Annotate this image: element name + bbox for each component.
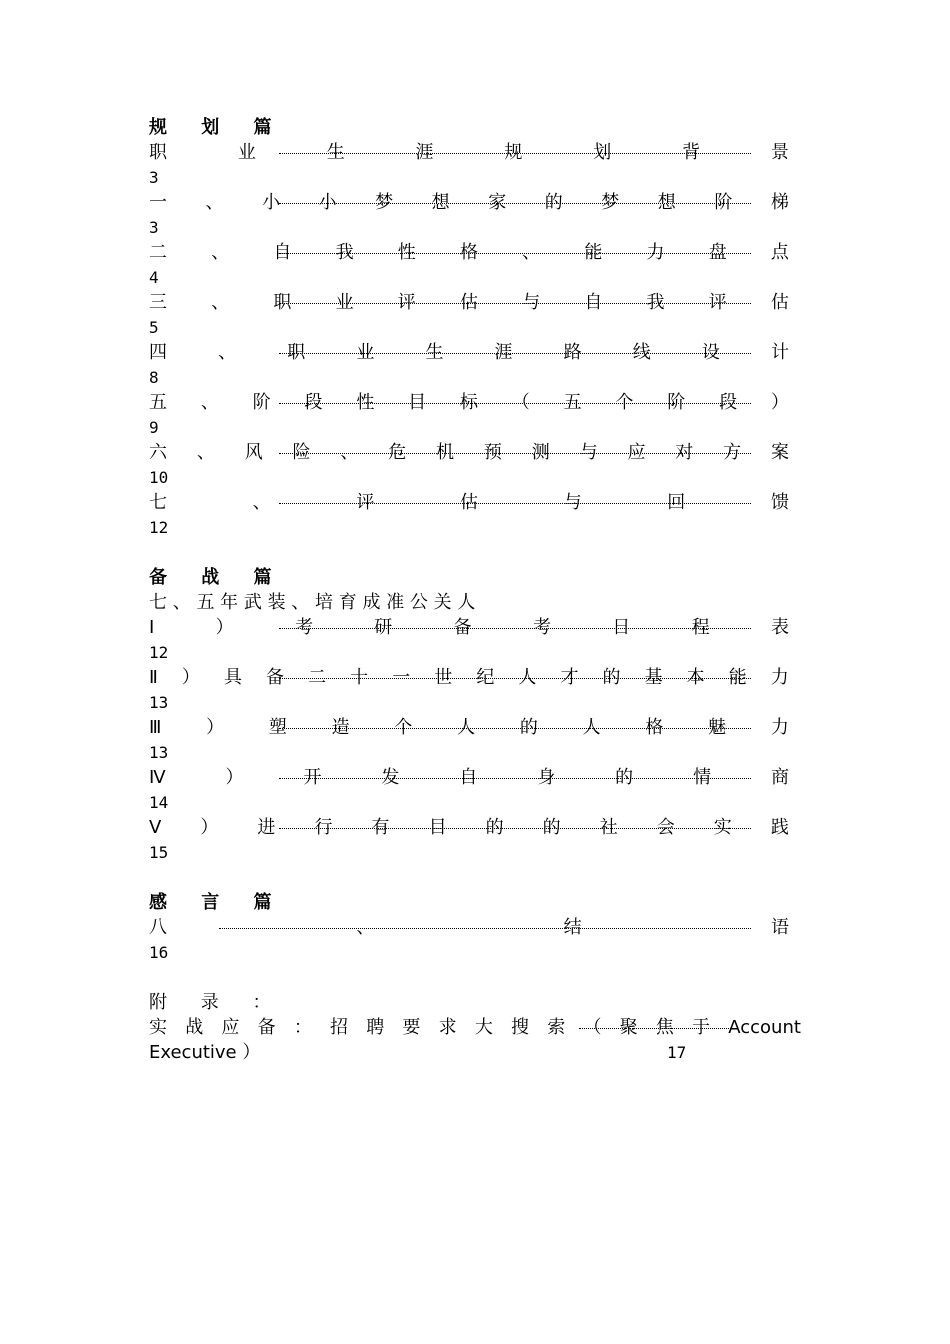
toc-entry-char: 职 xyxy=(287,342,306,363)
toc-entry-char: 个 xyxy=(615,392,634,413)
toc-entry-char: 与 xyxy=(563,492,582,513)
appendix-entry-char: 要 xyxy=(402,1017,421,1038)
toc-entry-char: 自 xyxy=(584,292,603,313)
toc-entry-char: 实 xyxy=(713,817,732,838)
toc-entry-char: 格 xyxy=(459,242,478,263)
appendix-entry-char: 求 xyxy=(438,1017,457,1038)
toc-entry[interactable] xyxy=(149,440,789,465)
toc-entry-char: 预 xyxy=(483,442,502,463)
toc-entry-char: 二 xyxy=(149,242,167,263)
toc-entry-char: 梯 xyxy=(770,192,789,213)
toc-entry-char: 、 xyxy=(205,192,224,213)
spacer xyxy=(149,540,789,565)
toc-entry-char: 基 xyxy=(644,667,663,688)
toc-entry-char: 梦 xyxy=(375,192,394,213)
toc-entry-char: 、 xyxy=(356,917,375,938)
toc-entry-char: 、 xyxy=(211,242,230,263)
toc-entry-char: 发 xyxy=(381,767,400,788)
appendix-entry[interactable] xyxy=(149,1015,801,1040)
toc-entry-char: 馈 xyxy=(770,492,789,513)
toc-page-number: 9 xyxy=(149,418,159,437)
toc-entry-char: ） xyxy=(215,617,234,638)
toc-entry-char: 的 xyxy=(544,192,563,213)
appendix-title: 附 录 ： xyxy=(149,992,285,1013)
toc-entry[interactable] xyxy=(149,765,789,790)
toc-entry-char: 估 xyxy=(459,492,478,513)
toc-entry-char: 案 xyxy=(770,442,789,463)
toc-entry-char: 三 xyxy=(149,292,167,313)
toc-entry-char: 家 xyxy=(488,192,507,213)
appendix-entry-char: 实 xyxy=(149,1017,167,1038)
toc-entry-char: 践 xyxy=(770,817,789,838)
toc-entry-char: 考 xyxy=(294,617,313,638)
toc-entry-char: Ⅳ xyxy=(149,767,166,788)
section-title: 感 言 篇 xyxy=(149,892,286,913)
toc-entry-char: 人 xyxy=(582,717,601,738)
toc-entry-char: 结 xyxy=(563,917,582,938)
toc-entry-char: 备 xyxy=(266,667,285,688)
appendix-entry-char: 聚 xyxy=(619,1017,638,1038)
toc-entry-char: 标 xyxy=(459,392,478,413)
toc-entry-char: 、 xyxy=(200,392,219,413)
toc-entry-char: 进 xyxy=(257,817,276,838)
toc-entry-char: 塑 xyxy=(268,717,287,738)
toc-entry-char: 六 xyxy=(149,442,167,463)
toc-page-number: 8 xyxy=(149,368,159,387)
toc-page-number: 12 xyxy=(149,518,169,537)
toc-entry-char: 业 xyxy=(335,292,354,313)
toc-entry-char: 四 xyxy=(149,342,167,363)
appendix-entry-char: Account xyxy=(728,1017,801,1038)
toc-entry-char: 自 xyxy=(273,242,292,263)
toc-entry-char: Ⅴ xyxy=(149,817,162,838)
toc-entry[interactable] xyxy=(149,240,789,265)
toc-entry-char: ） xyxy=(770,392,789,413)
toc-entry-char: 业 xyxy=(356,342,375,363)
toc-entry-char: 涯 xyxy=(494,342,513,363)
toc-entry-char: 涯 xyxy=(415,142,434,163)
toc-entry-char: 险 xyxy=(292,442,311,463)
appendix-entry-char: 大 xyxy=(474,1017,493,1038)
toc-entry-char: 生 xyxy=(326,142,345,163)
toc-entry-char: 阶 xyxy=(252,392,271,413)
toc-entry-char: 回 xyxy=(667,492,686,513)
toc-entry-char: 机 xyxy=(436,442,455,463)
toc-entry-char: 五 xyxy=(149,392,167,413)
toc-page-number: 12 xyxy=(149,643,169,662)
toc-entry-char: 日 xyxy=(612,617,631,638)
toc-entry-char: ） xyxy=(181,667,200,688)
toc-entry[interactable] xyxy=(149,140,789,165)
toc-entry-char: 应 xyxy=(627,442,646,463)
toc-entry[interactable] xyxy=(149,615,789,640)
toc-entry-char: 点 xyxy=(770,242,789,263)
appendix-entry-char: 聘 xyxy=(366,1017,385,1038)
appendix-entry-char: 焦 xyxy=(655,1017,674,1038)
toc-entry-char: 想 xyxy=(657,192,676,213)
toc-entry-char: 备 xyxy=(453,617,472,638)
appendix-entry-char: 索 xyxy=(547,1017,566,1038)
appendix-entry-line2 xyxy=(149,1040,789,1065)
appendix-entry-char: 应 xyxy=(221,1017,240,1038)
toc-entry-char: 力 xyxy=(646,242,665,263)
toc-entry-char: 划 xyxy=(593,142,612,163)
toc-entry-char: 程 xyxy=(691,617,710,638)
toc-entry-char: 人 xyxy=(518,667,537,688)
section-subtitle: 七 、 五 年 武 装 、 培 育 成 准 公 关 人 xyxy=(149,592,476,613)
toc-entry-char: 本 xyxy=(686,667,705,688)
toc-entry-char: 风 xyxy=(244,442,263,463)
toc-entry-char: 阶 xyxy=(667,392,686,413)
toc-entry-char: 五 xyxy=(563,392,582,413)
toc-entry-char: 具 xyxy=(223,667,242,688)
toc-entry-char: 表 xyxy=(770,617,789,638)
toc-entry-char: 魅 xyxy=(708,717,727,738)
toc-entry-char: 、 xyxy=(196,442,215,463)
toc-entry-char: 一 xyxy=(392,667,411,688)
dot-leader xyxy=(279,628,751,629)
toc-entry-char: Ⅰ xyxy=(149,617,155,638)
spacer xyxy=(149,865,789,890)
toc-entry-char: 、 xyxy=(340,442,359,463)
appendix-entry-char: 招 xyxy=(330,1017,349,1038)
toc-entry[interactable] xyxy=(149,715,789,740)
toc-entry-char: 目 xyxy=(408,392,427,413)
toc-entry-char: 纪 xyxy=(476,667,495,688)
dot-leader xyxy=(279,203,751,204)
toc-entry-char: ） xyxy=(206,717,225,738)
toc-page-number: 13 xyxy=(149,743,169,762)
toc-entry-char: 的 xyxy=(542,817,561,838)
toc-entry[interactable] xyxy=(149,815,789,840)
toc-entry-char: 的 xyxy=(615,767,634,788)
toc-entry-char: 能 xyxy=(584,242,603,263)
toc-entry-char: 造 xyxy=(331,717,350,738)
section-title: 备 战 篇 xyxy=(149,567,286,588)
toc-entry-char: 对 xyxy=(675,442,694,463)
toc-entry-char: 我 xyxy=(335,242,354,263)
toc-entry-char: 计 xyxy=(770,342,789,363)
toc-entry-char: 有 xyxy=(371,817,390,838)
toc-entry-char: 八 xyxy=(149,917,167,938)
toc-entry-char: 情 xyxy=(693,767,712,788)
toc-entry-char: 业 xyxy=(237,142,256,163)
toc-entry-char: 二 xyxy=(308,667,327,688)
toc-entry-char: ） xyxy=(225,767,244,788)
toc-page-number: 16 xyxy=(149,943,169,962)
toc-page-number: 10 xyxy=(149,468,169,487)
toc-page-number: 3 xyxy=(149,168,159,187)
toc-entry[interactable] xyxy=(149,190,789,215)
toc-entry-char: 我 xyxy=(646,292,665,313)
toc-entry-char: 背 xyxy=(682,142,701,163)
toc-entry-char: 估 xyxy=(459,292,478,313)
appendix-entry-text: Executive ） xyxy=(149,1042,261,1063)
toc-entry-char: 、 xyxy=(211,292,230,313)
toc-entry-char: 盘 xyxy=(708,242,727,263)
toc-entry[interactable] xyxy=(149,915,789,940)
toc-page-number: 5 xyxy=(149,318,159,337)
toc-entry-char: 性 xyxy=(397,242,416,263)
toc-entry-char: ） xyxy=(200,817,219,838)
toc-entry-char: 段 xyxy=(304,392,323,413)
toc-entry-char: Ⅱ xyxy=(149,667,158,688)
toc-entry-char: 身 xyxy=(537,767,556,788)
toc-entry[interactable] xyxy=(149,340,789,365)
toc-entry-char: 方 xyxy=(723,442,742,463)
toc-entry-char: 十 xyxy=(350,667,369,688)
toc-entry-char: 开 xyxy=(303,767,322,788)
appendix-entry-char: 战 xyxy=(185,1017,204,1038)
toc-entry-char: 线 xyxy=(632,342,651,363)
toc-entry-char: 的 xyxy=(519,717,538,738)
toc-entry-char: 语 xyxy=(770,917,789,938)
toc-entry-char: 目 xyxy=(428,817,447,838)
toc-page-number: 17 xyxy=(667,1043,687,1062)
toc-entry-char: 七 xyxy=(149,492,167,513)
toc-page-number: 13 xyxy=(149,693,169,712)
toc-entry-char: （ xyxy=(511,392,530,413)
toc-entry-char: 格 xyxy=(645,717,664,738)
toc-entry-char: 、 xyxy=(522,242,541,263)
toc-page-number: 3 xyxy=(149,218,159,237)
toc-entry-char: 规 xyxy=(504,142,523,163)
toc-page-number: 4 xyxy=(149,268,159,287)
toc-entry-char: 一 xyxy=(149,192,167,213)
toc-entry-char: 力 xyxy=(770,717,789,738)
toc-entry-char: 路 xyxy=(563,342,582,363)
toc-entry-char: 测 xyxy=(531,442,550,463)
toc-entry-char: 的 xyxy=(485,817,504,838)
appendix-entry-char: ： xyxy=(293,1017,312,1038)
toc-entry-char: 行 xyxy=(314,817,333,838)
toc-entry-char: 个 xyxy=(394,717,413,738)
toc-entry-char: 评 xyxy=(397,292,416,313)
appendix-entry-char: 备 xyxy=(257,1017,276,1038)
dot-leader xyxy=(279,728,751,729)
toc-entry-char: 社 xyxy=(599,817,618,838)
dot-leader xyxy=(279,353,751,354)
toc-entry-char: 与 xyxy=(579,442,598,463)
toc-entry-char: 世 xyxy=(434,667,453,688)
toc-entry-char: 、 xyxy=(252,492,271,513)
toc-entry-char: 设 xyxy=(701,342,720,363)
toc-page-number: 14 xyxy=(149,793,169,812)
toc-entry-char: 职 xyxy=(149,142,167,163)
dot-leader xyxy=(279,828,751,829)
toc-entry-char: 与 xyxy=(522,292,541,313)
toc-entry-char: 评 xyxy=(356,492,375,513)
toc-entry-char: 小 xyxy=(262,192,281,213)
toc-entry-char: 力 xyxy=(770,667,789,688)
toc-entry-char: 自 xyxy=(459,767,478,788)
appendix-entry-char: （ xyxy=(583,1017,602,1038)
toc-entry-char: 、 xyxy=(218,342,237,363)
toc-entry-char: 商 xyxy=(771,767,789,788)
toc-entry-char: 研 xyxy=(374,617,393,638)
toc-entry-char: 景 xyxy=(770,142,789,163)
toc-entry-char: 性 xyxy=(356,392,375,413)
toc-entry-char: 估 xyxy=(770,292,789,313)
toc-entry[interactable] xyxy=(149,665,789,690)
toc-entry[interactable] xyxy=(149,390,789,415)
toc-entry-char: 人 xyxy=(457,717,476,738)
appendix-entry-char: 搜 xyxy=(511,1017,530,1038)
toc-entry-char: 段 xyxy=(719,392,738,413)
toc-entry-char: 会 xyxy=(656,817,675,838)
toc-entry[interactable] xyxy=(149,290,789,315)
toc-entry-char: Ⅲ xyxy=(149,717,162,738)
toc-entry-char: 阶 xyxy=(714,192,733,213)
dot-leader xyxy=(219,928,751,929)
toc-entry-char: 考 xyxy=(532,617,551,638)
toc-entry-char: 生 xyxy=(425,342,444,363)
toc-page-number: 15 xyxy=(149,843,169,862)
toc-entry-char: 的 xyxy=(602,667,621,688)
toc-entry[interactable] xyxy=(149,490,789,515)
table-of-contents xyxy=(149,115,801,1065)
toc-entry-char: 小 xyxy=(318,192,337,213)
toc-entry-char: 职 xyxy=(273,292,292,313)
toc-entry-char: 能 xyxy=(728,667,747,688)
toc-entry-char: 梦 xyxy=(601,192,620,213)
toc-entry-char: 想 xyxy=(431,192,450,213)
toc-entry-char: 危 xyxy=(388,442,407,463)
dot-leader xyxy=(279,778,751,779)
toc-entry-char: 才 xyxy=(560,667,579,688)
appendix-entry-char: 于 xyxy=(692,1017,711,1038)
section-title: 规 划 篇 xyxy=(149,117,286,138)
spacer xyxy=(149,965,789,990)
toc-entry-char: 评 xyxy=(708,292,727,313)
